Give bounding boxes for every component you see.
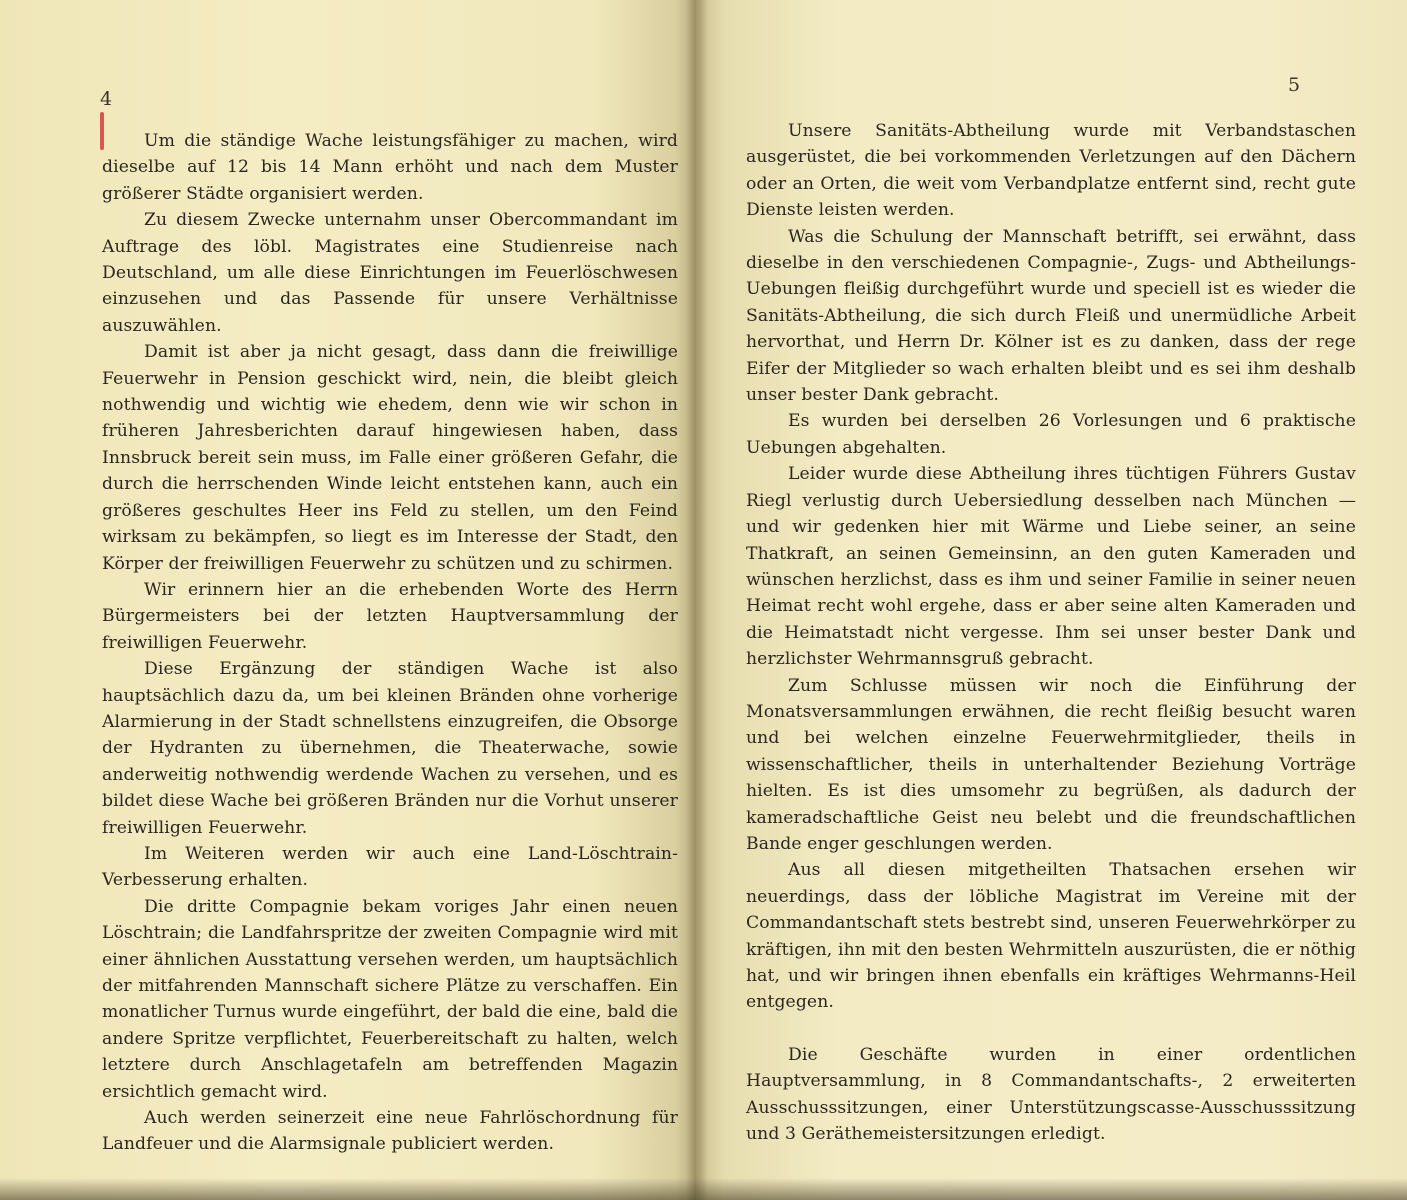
paragraph: Leider wurde diese Abtheilung ihres tüchtigen Führers Gustav Riegl verlustig durch Uebersiedlung desselben nach München — und wir gedenken hier mit Wärme und Liebe seiner, an seine Thatkraft, an seinen Gemeinsinn, an den guten Kameraden und wünschen herzlichst, dass es ihm und seiner Familie in seiner neuen Heimat recht wohl ergehe, dass er aber seine alten Kameraden und die Heimatstadt nicht vergesse. Ihm sei unser bester Dank und herzlichster Wehrmannsgruß gebracht. — [746, 464, 1356, 670]
paragraph: Auch werden seinerzeit eine neue Fahrlöschordnung für Landfeuer und die Alarmsignale publiciert werden. — [102, 1108, 678, 1155]
paragraph: Zum Schlusse müssen wir noch die Einführung der Monatsversammlungen erwähnen, die recht fleißig besucht waren und bei welchen einzelne Feuerwehrmitglieder, theils in wissenschaftlicher, theils in unterhaltender Beziehung Vorträge hielten. Es ist dies umsomehr zu begrüßen, als dadurch der kameradschaftliche Geist neu belebt und die freundschaftlichen Bande enger geschlungen werden. — [746, 675, 1356, 854]
page-number: 4 — [100, 88, 113, 110]
right-page-text — [746, 118, 1356, 1147]
paragraph: Die Geschäfte wurden in einer ordentlichen Hauptversammlung, in 8 Commandantschafts-, 2 erweiterten Ausschusssitzungen, einer Unterstützungscasse-Ausschusssitzung und 3 Geräthemeistersitzungen erledigt. — [746, 1044, 1356, 1145]
paragraph: Wir erinnern hier an die erhebenden Worte des Herrn Bürgermeisters bei der letzten Hauptversammlung der freiwilligen Feuerwehr. — [102, 579, 678, 653]
page-number: 5 — [1288, 74, 1301, 96]
paragraph: Im Weiteren werden wir auch eine Land-Löschtrain-Verbesserung erhalten. — [102, 843, 678, 891]
paragraph: Die dritte Compagnie bekam voriges Jahr einen neuen Löschtrain; die Landfahrspritze der zweiten Compagnie wird mit einer ähnlichen Ausstattung versehen werden, um hauptsächlich der mitfahrenden Mannschaft sichere Plätze zu verschaffen. Ein monatlicher Turnus wurde eingeführt, der bald die eine, bald die andere Spritze verpflichtet, Feuerbereitschaft zu halten, welch letztere durch Anschlagetafeln am betreffenden Magazin ersichtlich gemacht wird. — [102, 896, 678, 1102]
paragraph: Um die ständige Wache leistungsfähiger zu machen, wird dieselbe auf 12 bis 14 Mann erhöht und nach dem Muster größerer Städte organisiert werden. — [102, 131, 678, 204]
paragraph: Zu diesem Zwecke unternahm unser Obercommandant im Auftrage des löbl. Magistrates eine Studienreise nach Deutschland, um alle diese Einrichtungen im Feuerlöschwesen einzusehen und das Passende für unsere Verhältnisse auszuwählen. — [102, 210, 678, 336]
paragraph: Damit ist aber ja nicht gesagt, dass dann die freiwillige Feuerwehr in Pension geschickt wird, nein, die bleibt gleich nothwendig und wichtig wie ehedem, denn wie wir schon in früheren Jahresberichten darauf hingewiesen haben, dass Innsbruck bereit sein muss, im Falle einer größeren Gefahr, die durch die herrschenden Winde leicht entstehen kann, auch ein größeres geschultes Heer ins Feld zu stellen, um den Feind wirksam zu bekämpfen, so liegt es im Interesse der Stadt, den Körper der freiwilligen Feuerwehr zu schützen und zu schirmen. — [102, 342, 678, 574]
left-page — [0, 0, 696, 1200]
right-page — [696, 0, 1407, 1200]
paragraph: Es wurden bei derselben 26 Vorlesungen und 6 praktische Uebungen abgehalten. — [746, 411, 1356, 458]
paragraph: Diese Ergänzung der ständigen Wache ist also hauptsächlich dazu da, um bei kleinen Bränden ohne vorherige Alarmierung in der Stadt schnellstens einzugreifen, die Obsorge der Hydranten zu übernehmen, die Theaterwache, sowie anderweitig nothwendig werdende Wachen zu versehen, und es bildet diese Wache bei größeren Bränden nur die Vorhut unserer freiwilligen Feuerwehr. — [102, 659, 678, 838]
paragraph: Was die Schulung der Mannschaft betrifft, sei erwähnt, dass dieselbe in den verschiedenen Compagnie-, Zugs- und Abtheilungs-Uebungen fleißig durchgeführt wurde und speciell ist es wieder die Sanitäts-Abtheilung, die sich durch Fleiß und unermüdliche Arbeit hervorthat, und Herrn Dr. Kölner ist es zu danken, dass der rege Eifer der Mitglieder so wach erhalten bleibt und es sei ihm deshalb unser bester Dank gebracht. — [746, 226, 1356, 406]
paragraph: Unsere Sanitäts-Abtheilung wurde mit Verbandstaschen ausgerüstet, die bei vorkommenden Verletzungen auf den Dächern oder an Orten, die weit vom Verbandplatze entfernt sind, recht gute Dienste leisten werden. — [746, 121, 1356, 221]
paragraph: Aus all diesen mitgetheilten Thatsachen ersehen wir neuerdings, dass der löbliche Magistrat im Vereine mit der Commandantschaft stets bestrebt sind, unseren Feuerwehrkörper zu kräftigen, ihn mit den besten Wehrmitteln auszurüsten, die er nöthig hat, und wir bringen ihnen ebenfalls ein kräftiges Wehrmanns-Heil entgegen. — [746, 860, 1356, 1013]
left-page-text — [102, 128, 678, 1158]
